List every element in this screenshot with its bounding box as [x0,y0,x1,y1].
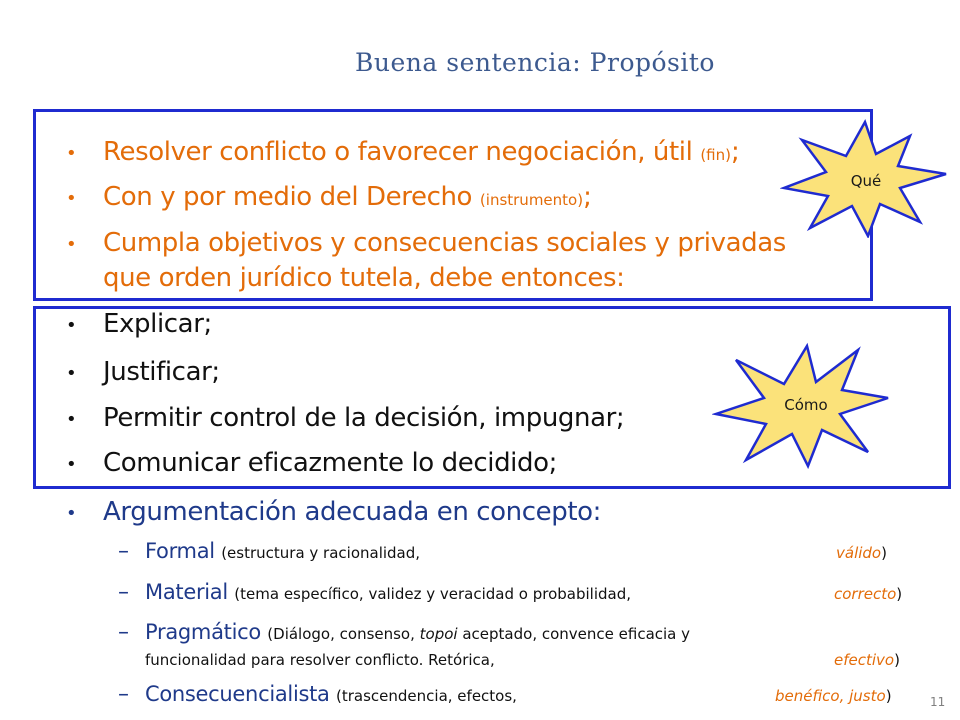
bullet-dot: • [66,234,77,255]
bullet-dot: • [66,188,77,209]
sub-item-result: benéfico, justo) [775,687,892,705]
callout-starburst-como [712,340,892,470]
bullet-dot: • [66,143,77,164]
bullet-text: Con y por medio del Derecho (instrumento); [103,182,592,212]
dash: – [118,580,129,605]
bullet-text: Argumentación adecuada en concepto: [103,497,602,527]
bullet-text: que orden jurídico tutela, debe entonces: [103,263,625,293]
sub-item-text: Pragmático (Diálogo, consenso, topoi aceptado, convence eficacia y [145,620,691,644]
bullet-dot: • [66,315,77,336]
sub-item-result: válido) [836,544,887,562]
sub-item-text: Material (tema específico, validez y veracidad o probabilidad, [145,580,631,604]
dash: – [118,539,129,564]
sub-item-result: efectivo) [834,651,900,669]
bullet-text: Explicar; [103,309,212,339]
bullet-text: Justificar; [103,357,220,387]
sub-item-text: Consecuencialista (trascendencia, efectos, [145,682,517,706]
bullet-dot: • [66,363,77,384]
bullet-dot: • [66,454,77,475]
dash: – [118,682,129,707]
bullet-text: Permitir control de la decisión, impugnar; [103,403,625,433]
bullet-dot: • [66,503,77,524]
bullet-text: Cumpla objetivos y consecuencias sociales y privadas [103,228,786,258]
sub-item-text: funcionalidad para resolver conflicto. Retórica, [145,651,495,669]
bullet-dot: • [66,409,77,430]
callout-label-que: Qué [850,172,882,190]
sub-item-text: Formal (estructura y racionalidad, [145,539,421,563]
callout-starburst-que [780,118,950,238]
page-number: 11 [930,695,946,709]
bullet-text: Resolver conflicto o favorecer negociación, útil (fin); [103,137,740,167]
slide-title: Buena sentencia: Propósito [355,48,715,77]
bullet-text: Comunicar eficazmente lo decidido; [103,448,557,478]
callout-label-como: Cómo [784,396,828,414]
sub-item-result: correcto) [834,585,903,603]
dash: – [118,620,129,645]
